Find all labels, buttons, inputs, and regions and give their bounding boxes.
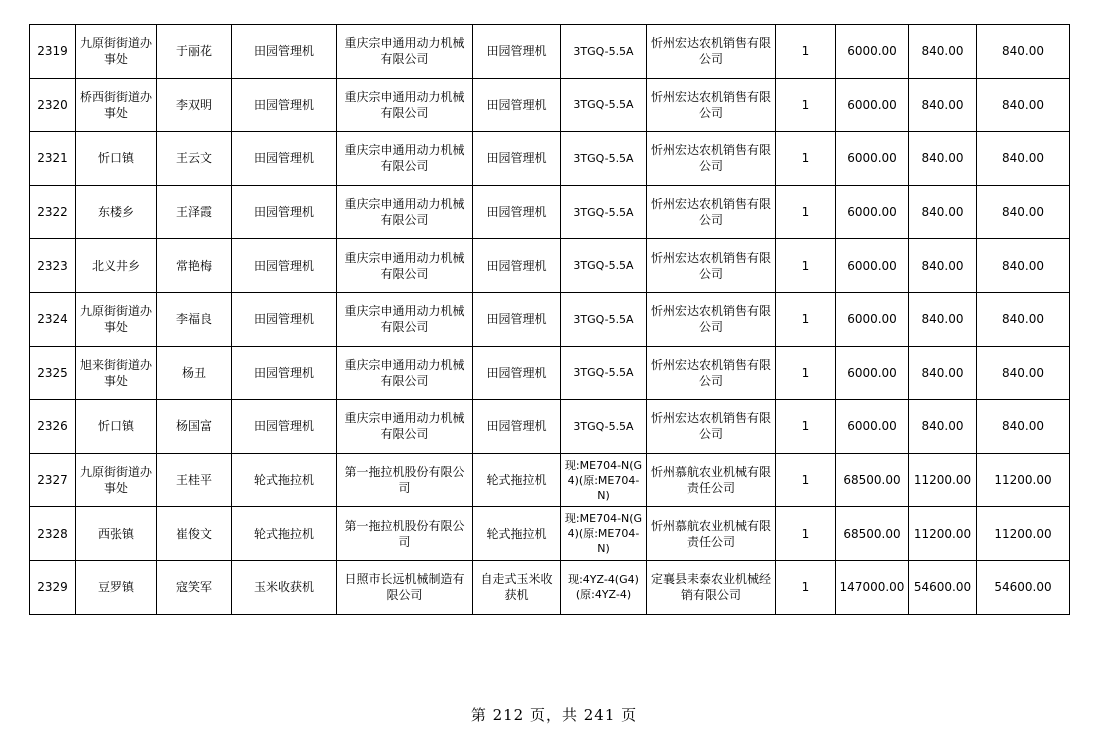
name-cell: 杨国富 (157, 400, 232, 454)
row-number-cell: 2324 (30, 292, 76, 346)
table-row (30, 292, 1070, 346)
quantity-cell: 1 (776, 78, 836, 132)
subsidy-cell: 840.00 (909, 185, 977, 239)
total-subsidy-cell: 840.00 (977, 346, 1070, 400)
model-cell: 现:ME704-N(G4)(原:ME704-N) (561, 507, 647, 561)
machine-category-cell: 田园管理机 (232, 239, 337, 293)
name-cell: 李福良 (157, 292, 232, 346)
table-row (30, 25, 1070, 79)
model-cell: 3TGQ-5.5A (561, 400, 647, 454)
row-number-cell: 2321 (30, 132, 76, 186)
manufacturer-cell: 日照市长远机械制造有限公司 (337, 560, 473, 614)
total-subsidy-cell: 840.00 (977, 239, 1070, 293)
total-subsidy-cell: 840.00 (977, 185, 1070, 239)
name-cell: 李双明 (157, 78, 232, 132)
total-subsidy-cell: 11200.00 (977, 507, 1070, 561)
township-cell: 桥西街街道办事处 (76, 78, 157, 132)
table-row (30, 78, 1070, 132)
model-cell: 3TGQ-5.5A (561, 292, 647, 346)
dealer-cell: 忻州宏达农机销售有限公司 (647, 78, 776, 132)
township-cell: 忻口镇 (76, 400, 157, 454)
township-cell: 东楼乡 (76, 185, 157, 239)
machine-category-cell: 田园管理机 (232, 185, 337, 239)
product-name-cell: 田园管理机 (473, 132, 561, 186)
quantity-cell: 1 (776, 346, 836, 400)
product-name-cell: 田园管理机 (473, 346, 561, 400)
data-table (29, 24, 1070, 615)
quantity-cell: 1 (776, 185, 836, 239)
machine-category-cell: 田园管理机 (232, 25, 337, 79)
machine-category-cell: 轮式拖拉机 (232, 507, 337, 561)
name-cell: 寇笑军 (157, 560, 232, 614)
quantity-cell: 1 (776, 560, 836, 614)
row-number-cell: 2323 (30, 239, 76, 293)
subsidy-cell: 840.00 (909, 78, 977, 132)
quantity-cell: 1 (776, 453, 836, 507)
row-number-cell: 2328 (30, 507, 76, 561)
dealer-cell: 定襄县耒泰农业机械经销有限公司 (647, 560, 776, 614)
machine-category-cell: 田园管理机 (232, 292, 337, 346)
township-cell: 豆罗镇 (76, 560, 157, 614)
table-row (30, 346, 1070, 400)
model-cell: 现:ME704-N(G4)(原:ME704-N) (561, 453, 647, 507)
dealer-cell: 忻州慕航农业机械有限责任公司 (647, 453, 776, 507)
model-cell: 3TGQ-5.5A (561, 25, 647, 79)
product-name-cell: 田园管理机 (473, 185, 561, 239)
subsidy-cell: 840.00 (909, 132, 977, 186)
table-row (30, 132, 1070, 186)
model-cell: 现:4YZ-4(G4)(原:4YZ-4) (561, 560, 647, 614)
table-row (30, 400, 1070, 454)
machine-category-cell: 田园管理机 (232, 400, 337, 454)
subsidy-cell: 840.00 (909, 292, 977, 346)
manufacturer-cell: 重庆宗申通用动力机械有限公司 (337, 400, 473, 454)
dealer-cell: 忻州宏达农机销售有限公司 (647, 400, 776, 454)
table-row (30, 185, 1070, 239)
model-cell: 3TGQ-5.5A (561, 346, 647, 400)
name-cell: 王泽霞 (157, 185, 232, 239)
row-number-cell: 2319 (30, 25, 76, 79)
product-name-cell: 轮式拖拉机 (473, 453, 561, 507)
name-cell: 杨丑 (157, 346, 232, 400)
manufacturer-cell: 第一拖拉机股份有限公司 (337, 507, 473, 561)
unit-price-cell: 6000.00 (836, 132, 909, 186)
manufacturer-cell: 重庆宗申通用动力机械有限公司 (337, 132, 473, 186)
subsidy-cell: 840.00 (909, 346, 977, 400)
machine-category-cell: 田园管理机 (232, 78, 337, 132)
township-cell: 西张镇 (76, 507, 157, 561)
total-subsidy-cell: 840.00 (977, 400, 1070, 454)
model-cell: 3TGQ-5.5A (561, 185, 647, 239)
product-name-cell: 自走式玉米收获机 (473, 560, 561, 614)
row-number-cell: 2325 (30, 346, 76, 400)
product-name-cell: 田园管理机 (473, 25, 561, 79)
unit-price-cell: 6000.00 (836, 25, 909, 79)
quantity-cell: 1 (776, 292, 836, 346)
row-number-cell: 2320 (30, 78, 76, 132)
name-cell: 常艳梅 (157, 239, 232, 293)
machine-category-cell: 田园管理机 (232, 346, 337, 400)
subsidy-cell: 840.00 (909, 25, 977, 79)
unit-price-cell: 68500.00 (836, 453, 909, 507)
row-number-cell: 2326 (30, 400, 76, 454)
township-cell: 忻口镇 (76, 132, 157, 186)
table-row (30, 560, 1070, 614)
row-number-cell: 2327 (30, 453, 76, 507)
dealer-cell: 忻州宏达农机销售有限公司 (647, 185, 776, 239)
township-cell: 九原街街道办事处 (76, 25, 157, 79)
table-body (30, 25, 1070, 615)
product-name-cell: 田园管理机 (473, 292, 561, 346)
total-subsidy-cell: 840.00 (977, 292, 1070, 346)
total-subsidy-cell: 840.00 (977, 25, 1070, 79)
subsidy-cell: 11200.00 (909, 453, 977, 507)
dealer-cell: 忻州宏达农机销售有限公司 (647, 239, 776, 293)
township-cell: 九原街街道办事处 (76, 292, 157, 346)
machine-category-cell: 玉米收获机 (232, 560, 337, 614)
manufacturer-cell: 重庆宗申通用动力机械有限公司 (337, 25, 473, 79)
manufacturer-cell: 重庆宗申通用动力机械有限公司 (337, 292, 473, 346)
subsidy-cell: 54600.00 (909, 560, 977, 614)
quantity-cell: 1 (776, 239, 836, 293)
total-subsidy-cell: 840.00 (977, 78, 1070, 132)
dealer-cell: 忻州宏达农机销售有限公司 (647, 346, 776, 400)
subsidy-cell: 11200.00 (909, 507, 977, 561)
model-cell: 3TGQ-5.5A (561, 239, 647, 293)
unit-price-cell: 68500.00 (836, 507, 909, 561)
manufacturer-cell: 重庆宗申通用动力机械有限公司 (337, 346, 473, 400)
table-row (30, 453, 1070, 507)
township-cell: 九原街街道办事处 (76, 453, 157, 507)
model-cell: 3TGQ-5.5A (561, 78, 647, 132)
unit-price-cell: 147000.00 (836, 560, 909, 614)
unit-price-cell: 6000.00 (836, 292, 909, 346)
quantity-cell: 1 (776, 400, 836, 454)
unit-price-cell: 6000.00 (836, 400, 909, 454)
dealer-cell: 忻州慕航农业机械有限责任公司 (647, 507, 776, 561)
subsidy-cell: 840.00 (909, 239, 977, 293)
name-cell: 王桂平 (157, 453, 232, 507)
dealer-cell: 忻州宏达农机销售有限公司 (647, 132, 776, 186)
table-row (30, 239, 1070, 293)
unit-price-cell: 6000.00 (836, 185, 909, 239)
unit-price-cell: 6000.00 (836, 78, 909, 132)
township-cell: 北义井乡 (76, 239, 157, 293)
quantity-cell: 1 (776, 507, 836, 561)
quantity-cell: 1 (776, 132, 836, 186)
page-footer: 第 212 页，共 241 页 (470, 706, 638, 724)
product-name-cell: 田园管理机 (473, 400, 561, 454)
manufacturer-cell: 重庆宗申通用动力机械有限公司 (337, 185, 473, 239)
manufacturer-cell: 重庆宗申通用动力机械有限公司 (337, 78, 473, 132)
dealer-cell: 忻州宏达农机销售有限公司 (647, 25, 776, 79)
name-cell: 王云文 (157, 132, 232, 186)
table-row (30, 507, 1070, 561)
name-cell: 崔俊文 (157, 507, 232, 561)
unit-price-cell: 6000.00 (836, 346, 909, 400)
subsidy-cell: 840.00 (909, 400, 977, 454)
machine-category-cell: 田园管理机 (232, 132, 337, 186)
quantity-cell: 1 (776, 25, 836, 79)
manufacturer-cell: 第一拖拉机股份有限公司 (337, 453, 473, 507)
product-name-cell: 田园管理机 (473, 239, 561, 293)
model-cell: 3TGQ-5.5A (561, 132, 647, 186)
name-cell: 于丽花 (157, 25, 232, 79)
manufacturer-cell: 重庆宗申通用动力机械有限公司 (337, 239, 473, 293)
township-cell: 旭来街街道办事处 (76, 346, 157, 400)
unit-price-cell: 6000.00 (836, 239, 909, 293)
total-subsidy-cell: 840.00 (977, 132, 1070, 186)
row-number-cell: 2322 (30, 185, 76, 239)
machine-category-cell: 轮式拖拉机 (232, 453, 337, 507)
product-name-cell: 田园管理机 (473, 78, 561, 132)
total-subsidy-cell: 54600.00 (977, 560, 1070, 614)
product-name-cell: 轮式拖拉机 (473, 507, 561, 561)
dealer-cell: 忻州宏达农机销售有限公司 (647, 292, 776, 346)
row-number-cell: 2329 (30, 560, 76, 614)
total-subsidy-cell: 11200.00 (977, 453, 1070, 507)
